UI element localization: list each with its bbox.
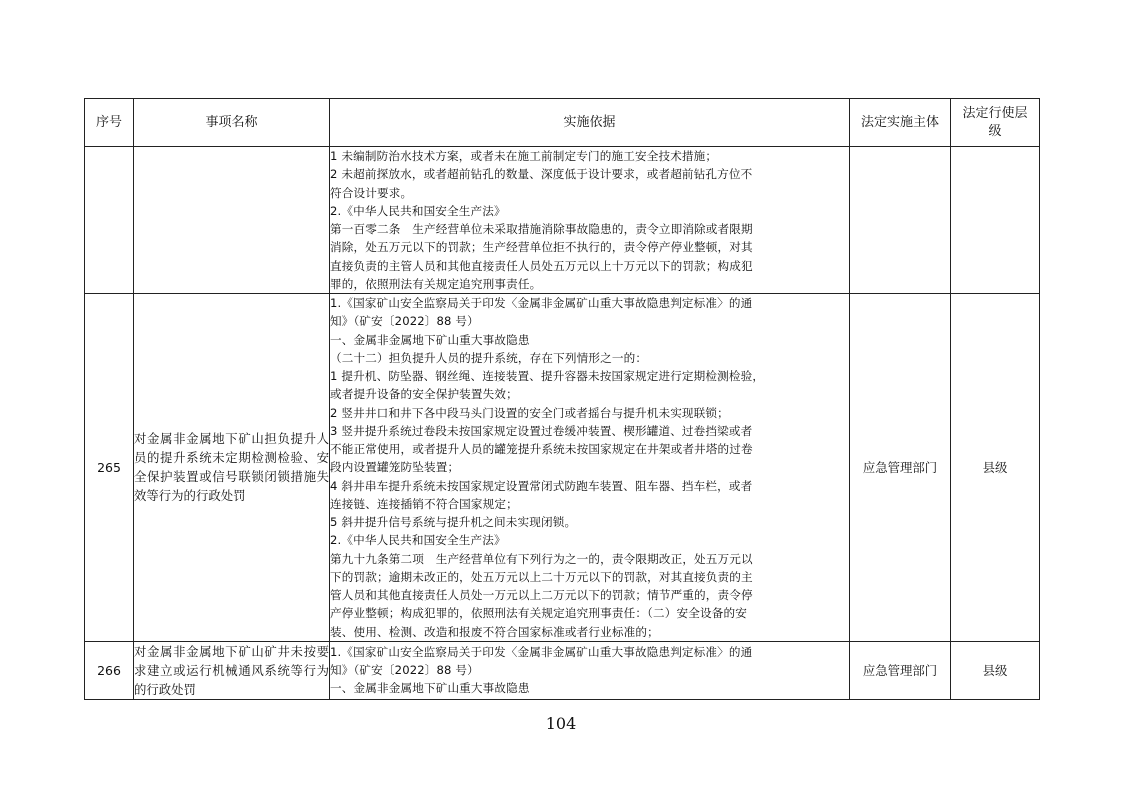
basis-line: 段内设置罐笼防坠装置； (330, 460, 460, 475)
row-name: 对金属非金属地下矿山矿井未按要求建立或运行机械通风系统等行为的行政处罚 (134, 641, 330, 699)
row-basis (330, 641, 850, 699)
basis-line: 消除，处五万元以下的罚款；生产经营单位拒不执行的，责令停产停业整顿，对其 (330, 240, 753, 255)
row-level: 县级 (951, 641, 1040, 699)
basis-line: 1.《国家矿山安全监察局关于印发〈金属非金属矿山重大事故隐患判定标准〉的通 (330, 296, 753, 310)
table-row (85, 294, 1040, 642)
page-number: 104 (545, 714, 577, 733)
basis-line: 1 提升机、防坠器、钢丝绳、连接装置、提升容器未按国家规定进行定期检测检验， (330, 369, 765, 383)
header-no: 序号 (85, 99, 134, 147)
table-row (85, 641, 1040, 699)
basis-line: 4 斜井串车提升系统未按国家规定设置常闭式防跑车装置、阻车器、挡车栏，或者 (330, 478, 753, 493)
row-name: 对金属非金属地下矿山担负提升人员的提升系统未定期检测检验、安全保护装置或信号联锁闭锁措施失效等行为的行政处罚 (134, 294, 330, 642)
basis-line: 符合设计要求。 (330, 185, 413, 200)
row-number: 266 (85, 641, 134, 699)
row-subject (850, 147, 951, 294)
basis-line: 3 竖井提升系统过卷段未按国家规定设置过卷缓冲装置、楔形罐道、过卷挡梁或者 (330, 423, 753, 438)
basis-line: 知》（矿安〔2022〕88 号） (330, 663, 479, 678)
matters-table (84, 98, 1040, 700)
table-header-row (85, 99, 1040, 147)
header-level-line1: 法定行使层 (962, 105, 1028, 121)
basis-line: 2 竖井井口和井下各中段马头门设置的安全门或者摇台与提升机未实现联锁； (330, 405, 729, 420)
basis-line: 2.《中华人民共和国安全生产法》 (330, 533, 506, 548)
basis-line: 2.《中华人民共和国安全生产法》 (330, 203, 506, 218)
row-name (134, 147, 330, 294)
basis-line: （二十二）担负提升人员的提升系统，存在下列情形之一的： (330, 350, 648, 365)
basis-line: 1.《国家矿山安全监察局关于印发〈金属非金属矿山重大事故隐患判定标准〉的通 (330, 644, 753, 659)
header-level (951, 99, 1040, 147)
header-level-line2: 级 (988, 123, 1002, 139)
basis-line: 第九十九条第二项 生产经营单位有下列行为之一的，责令限期改正，处五万元以 (330, 551, 753, 566)
row-number (85, 147, 134, 294)
header-name: 事项名称 (134, 99, 330, 147)
row-subject: 应急管理部门 (850, 641, 951, 699)
basis-line: 或者提升设备的安全保护装置失效； (330, 387, 518, 402)
row-basis (330, 294, 850, 642)
row-level: 县级 (951, 294, 1040, 642)
row-subject: 应急管理部门 (850, 294, 951, 642)
basis-line: 2 未超前探放水，或者超前钻孔的数量、深度低于设计要求，或者超前钻孔方位不 (330, 167, 753, 182)
basis-line: 连接链、连接插销不符合国家规定； (330, 496, 518, 511)
basis-line: 1 未编制防治水技术方案，或者未在施工前制定专门的施工安全技术措施； (330, 149, 718, 163)
basis-line: 直接负责的主管人员和其他直接责任人员处五万元以上十万元以下的罚款；构成犯 (330, 258, 753, 273)
row-number: 265 (85, 294, 134, 642)
basis-line: 知》（矿安〔2022〕88 号） (330, 314, 479, 329)
basis-line: 装、使用、检测、改造和报废不符合国家标准或者行业标准的； (330, 624, 659, 639)
basis-line: 一、金属非金属地下矿山重大事故隐患 (330, 332, 530, 347)
basis-line: 产停业整顿；构成犯罪的，依照刑法有关规定追究刑事责任：（二）安全设备的安 (330, 606, 747, 621)
header-subject: 法定实施主体 (850, 99, 951, 147)
row-level (951, 147, 1040, 294)
basis-line: 5 斜井提升信号系统与提升机之间未实现闭锁。 (330, 515, 577, 529)
row-basis (330, 147, 850, 294)
table-row (85, 147, 1040, 294)
header-basis: 实施依据 (330, 99, 850, 147)
basis-line: 不能正常使用，或者提升人员的罐笼提升系统未按国家规定在井架或者井塔的过卷 (330, 442, 753, 456)
basis-line: 管人员和其他直接责任人员处一万元以上二万元以下的罚款；情节严重的，责令停 (330, 588, 753, 602)
basis-line: 第一百零二条 生产经营单位未采取措施消除事故隐患的，责令立即消除或者限期 (330, 222, 753, 236)
basis-line: 下的罚款；逾期未改正的，处五万元以上二十万元以下的罚款，对其直接负责的主 (330, 569, 753, 584)
basis-line: 一、金属非金属地下矿山重大事故隐患 (330, 681, 530, 696)
basis-line: 罪的，依照刑法有关规定追究刑事责任。 (330, 276, 542, 291)
